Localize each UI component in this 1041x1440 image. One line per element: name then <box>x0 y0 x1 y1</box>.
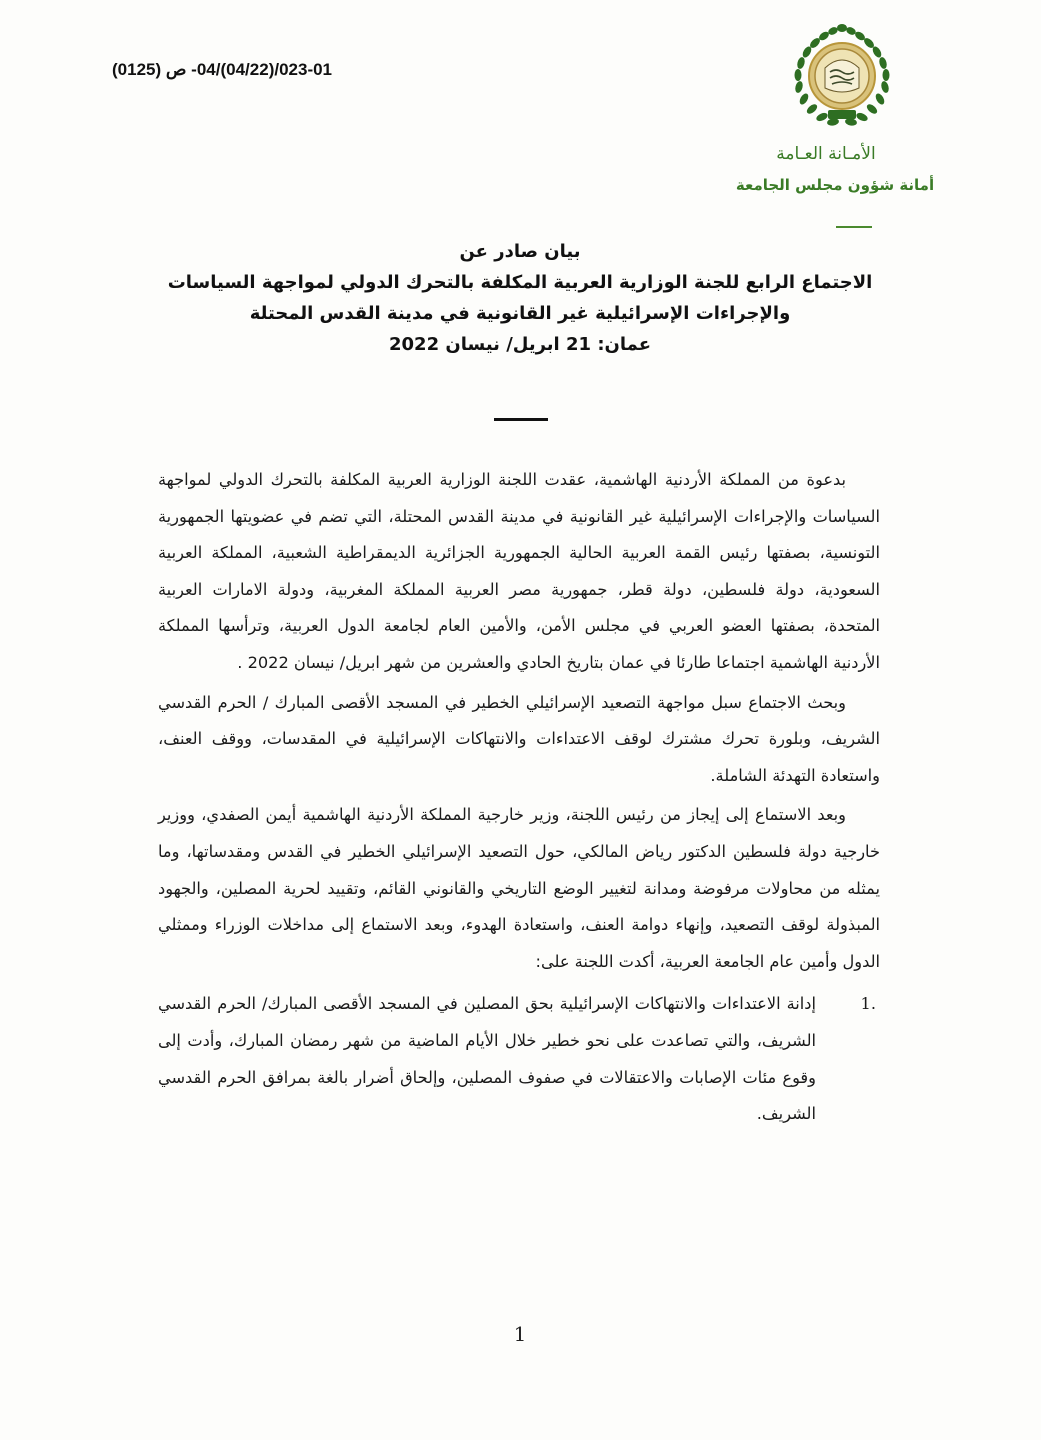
list-item <box>158 986 880 1132</box>
arab-league-emblem-icon <box>790 22 895 132</box>
heading-line-1: بيان صادر عن <box>459 241 581 262</box>
paragraph-intro: بدعوة من المملكة الأردنية الهاشمية، عقدت اللجنة الوزارية العربية المكلفة بالتحرك الدولي لمواجهة السياسات والإجراءات الإسرائيلية غير القانونية في مدينة القدس المحتلة، التي تضم في عضويتها الجمهورية التونسية، بصفتها رئيس القمة العربية الحالية الجمهورية الجزائرية الديمقراطية الشعبية، المملكة العربية السعودية، دولة فلسطين، دولة قطر، جمهورية مصر العربية المملكة المغربية، ودولة الامارات العربية المتحدة، بصفتها العضو العربي في مجلس الأمن، والأمين العام لجامعة الدول العربية، وترأسها المملكة الأردنية الهاشمية اجتماعا طارئا في عمان بتاريخ الحادي والعشرين من شهر ابريل/ نيسان 2022 . <box>158 470 880 672</box>
paragraph-briefing: وبعد الاستماع إلى إيجاز من رئيس اللجنة، وزير خارجية المملكة الأردنية الهاشمية أيمن الصفدي، ووزير خارجية دولة فلسطين الدكتور رياض المالكي، حول التصعيد الإسرائيلي الخطير في القدس ومقدساتها، وما يمثله من محاولات مرفوضة ومدانة لتغيير الوضع التاريخي والقانوني القائم، وتقييد لحرية المصلين، والجهود المبذولة لوقف التصعيد، وإنهاء دوامة العنف، واستعادة الهدوء، وبعد الاستماع إلى مداخلات الوزراء وممثلي الدول وأمين عام الجامعة العربية، أكدت اللجنة على: <box>158 805 880 971</box>
department-name: أمانة شؤون مجلس الجامعة <box>735 176 935 194</box>
statement-heading <box>160 236 880 360</box>
statement-body <box>158 462 880 1133</box>
heading-line-2: الاجتماع الرابع للجنة الوزارية العربية المكلفة بالتحرك الدولي لمواجهة السياسات <box>167 272 873 293</box>
list-item-number: 1. <box>860 994 876 1014</box>
heading-divider <box>494 418 548 421</box>
reference-number: 023-01/(04/22)/04- ص (0125) <box>112 60 333 79</box>
paragraph-discussion: وبحث الاجتماع سبل مواجهة التصعيد الإسرائيلي الخطير في المسجد الأقصى المبارك / الحرم القدسي الشريف، وبلورة تحرك مشترك لوقف الاعتداءات والانتهاكات الإسرائيلية في المقدسات، ووقف العنف، واستعادة التهدئة الشاملة. <box>158 692 880 785</box>
org-divider <box>836 226 872 228</box>
heading-date-line: عمان: 21 ابريل/ نيسان 2022 <box>389 334 651 355</box>
page-number: 1 <box>513 1322 527 1346</box>
heading-line-3: والإجراءات الإسرائيلية غير القانونية في مدينة القدس المحتلة <box>249 303 791 324</box>
resolutions-list <box>158 986 880 1132</box>
org-name: الأمـانة العـامة <box>776 144 876 164</box>
list-item-text: إدانة الاعتداءات والانتهاكات الإسرائيلية بحق المصلين في المسجد الأقصى المبارك/ الحرم القدسي الشريف، والتي تصاعدت على نحو خطير خلال الأيام الماضية من شهر رمضان المبارك، وأدت إلى وقوع مئات الإصابات والاعتقالات في صفوف المصلين، وإلحاق أضرار بالغة بمرافق الحرم القدسي الشريف. <box>158 994 816 1124</box>
